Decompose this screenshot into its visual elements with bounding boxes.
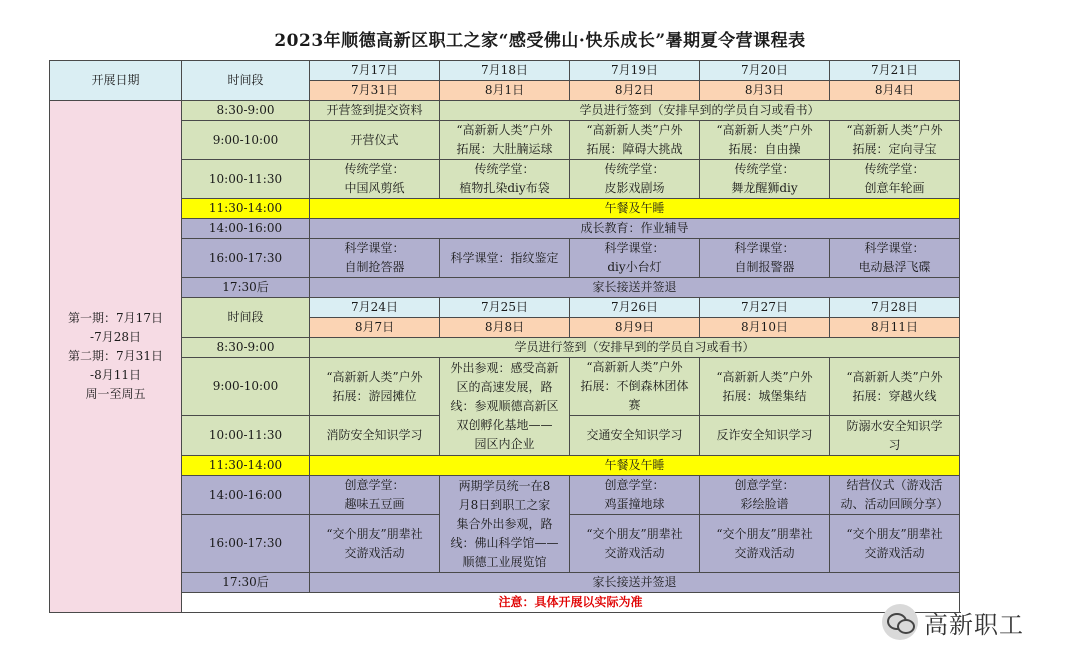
activity-line: 科学课堂： — [344, 241, 405, 255]
activity-line: 创意学堂： — [734, 478, 795, 492]
activity-cell — [310, 515, 440, 573]
lunch-cell: 午餐及午睡 — [310, 456, 960, 476]
activity-cell — [830, 515, 960, 573]
activity-cell — [570, 160, 700, 199]
date-cell: 8月3日 — [700, 81, 830, 101]
activity-cell: 成长教育：作业辅导 — [310, 219, 960, 239]
activity-line: 拓展：穿越火线 — [852, 388, 937, 403]
activity-line: 舞龙醒狮diy — [731, 181, 798, 195]
activity-cell — [570, 239, 700, 278]
activity-cell — [700, 160, 830, 199]
period-line: 周一至周五 — [85, 387, 146, 401]
date-cell: 7月19日 — [570, 61, 700, 81]
activity-cell: 学员进行签到（安排早到的学员自习或看书） — [310, 338, 960, 358]
activity-cell — [440, 160, 570, 199]
activity-line: 科学课堂： — [604, 241, 665, 255]
date-cell: 8月10日 — [700, 318, 830, 338]
activity-line: “高新新人类”户外 — [326, 369, 423, 384]
activity-cell: 反诈安全知识学习 — [700, 416, 830, 456]
activity-line: “高新新人类”户外 — [846, 369, 943, 384]
activity-line: 拓展：自由操 — [728, 142, 801, 156]
activity-cell: 学员进行签到（安排早到的学员自习或看书） — [440, 101, 960, 121]
date-column-header: 开展日期 — [50, 61, 182, 101]
time-slot: 10:00-11:30 — [182, 416, 310, 456]
activity-line: 拓展：不倒森林团体 — [580, 379, 689, 393]
time-slot: 17:30后 — [182, 278, 310, 298]
activity-line: 线：佛山科学馆—— — [450, 535, 559, 550]
date-cell: 8月7日 — [310, 318, 440, 338]
date-cell: 7月17日 — [310, 61, 440, 81]
activity-cell — [570, 476, 700, 515]
date-cell: 7月28日 — [830, 298, 960, 318]
activity-cell: 开营签到提交资料 — [310, 101, 440, 121]
date-cell: 7月25日 — [440, 298, 570, 318]
activity-line: 双创孵化基地—— — [456, 418, 553, 432]
date-cell: 8月2日 — [570, 81, 700, 101]
activity-cell — [570, 121, 700, 160]
activity-cell — [310, 121, 440, 160]
activity-line: 创意学堂： — [604, 478, 665, 492]
activity-cell — [700, 121, 830, 160]
activity-line: 鸡蛋撞地球 — [604, 497, 665, 511]
date-cell: 7月27日 — [700, 298, 830, 318]
activity-line: “高新新人类”户外 — [456, 123, 553, 137]
activity-line: 动、活动回顾分享） — [840, 497, 949, 511]
activity-cell: 消防安全知识学习 — [310, 416, 440, 456]
activity-line: 拓展：大肚腩运球 — [456, 142, 553, 156]
activity-cell — [310, 476, 440, 515]
activity-line: 顺德工业展览馆 — [462, 554, 547, 569]
activity-line: 防溺水安全知识学 — [846, 418, 943, 433]
date-cell: 8月4日 — [830, 81, 960, 101]
activity-cell — [310, 160, 440, 199]
activity-cell — [440, 121, 570, 160]
activity-cell — [310, 239, 440, 278]
activity-line: “高新新人类”户外 — [586, 360, 683, 374]
activity-line: 拓展：游园摊位 — [332, 388, 417, 403]
activity-line: 外出参观：感受高新 — [450, 361, 559, 375]
date-cell: 8月9日 — [570, 318, 700, 338]
activity-cell — [830, 476, 960, 515]
period-line: 第一期：7月17日 — [68, 311, 163, 325]
watermark — [882, 604, 1024, 640]
activity-cell — [830, 160, 960, 199]
activity-line: 拓展：障碍大挑战 — [586, 142, 683, 156]
date-cell: 7月20日 — [700, 61, 830, 81]
wechat-icon — [882, 604, 918, 640]
activity-line: 电动悬浮飞碟 — [858, 260, 931, 274]
activity-line: 区的高速发展，路 — [456, 380, 553, 394]
activity-cell: 交通安全知识学习 — [570, 416, 700, 456]
time-slot: 17:30后 — [182, 573, 310, 593]
period-line: -8月11日 — [90, 368, 141, 382]
activity-line: 月8日到职工之家 — [458, 497, 551, 512]
activity-line: 线：参观顺德高新区 — [450, 399, 559, 413]
activity-cell: 家长接送并签退 — [310, 573, 960, 593]
time-slot: 14:00-16:00 — [182, 219, 310, 239]
activity-cell — [440, 476, 570, 573]
activity-line: 科学课堂：指纹鉴定 — [450, 250, 559, 265]
time-slot: 8:30-9:00 — [182, 101, 310, 121]
activity-line: 交游戏活动 — [604, 545, 665, 560]
activity-line: 交游戏活动 — [344, 545, 405, 560]
date-cell: 7月24日 — [310, 298, 440, 318]
activity-line: 创意学堂： — [344, 478, 405, 492]
activity-line: 传统学堂： — [474, 162, 535, 176]
time-column-header: 时间段 — [182, 298, 310, 338]
activity-line: 交游戏活动 — [864, 545, 925, 560]
activity-cell — [310, 358, 440, 416]
activity-cell — [830, 416, 960, 456]
activity-cell — [570, 515, 700, 573]
activity-line: 趣味五豆画 — [344, 497, 405, 511]
page-title: 2023年顺德高新区职工之家“感受佛山·快乐成长”暑期夏令营课程表 — [274, 31, 806, 51]
lunch-cell: 午餐及午睡 — [310, 199, 960, 219]
watermark-text: 高新职工 — [924, 610, 1024, 639]
activity-cell — [700, 476, 830, 515]
activity-line: 植物扎染diy布袋 — [459, 181, 550, 195]
date-cell: 7月18日 — [440, 61, 570, 81]
time-slot: 16:00-17:30 — [182, 239, 310, 278]
time-slot: 11:30-14:00 — [182, 456, 310, 476]
activity-line: 拓展：定向寻宝 — [852, 142, 937, 156]
date-cell: 7月31日 — [310, 81, 440, 101]
date-cell: 8月11日 — [830, 318, 960, 338]
activity-line: “高新新人类”户外 — [586, 123, 683, 137]
activity-line: 结营仪式（游戏活 — [846, 478, 943, 492]
activity-line: diy小台灯 — [607, 260, 662, 274]
activity-line: 园区内企业 — [474, 437, 535, 451]
activity-line: 传统学堂： — [604, 162, 665, 176]
activity-line: 创意年轮画 — [864, 181, 925, 195]
activity-line: 开营仪式 — [350, 132, 399, 147]
activity-cell — [830, 358, 960, 416]
time-column-header: 时间段 — [182, 61, 310, 101]
activity-line: “高新新人类”户外 — [846, 123, 943, 137]
activity-line: 自制报警器 — [734, 260, 795, 274]
activity-line: 拓展：城堡集结 — [722, 388, 807, 403]
time-slot: 9:00-10:00 — [182, 121, 310, 160]
activity-line: 习 — [888, 437, 901, 452]
activity-cell — [830, 121, 960, 160]
activity-line: 自制抢答器 — [344, 260, 405, 274]
period-info — [50, 101, 182, 613]
activity-cell — [440, 358, 570, 456]
activity-line: 两期学员统一在8 — [458, 478, 551, 493]
activity-line: 科学课堂： — [734, 241, 795, 255]
activity-line: “高新新人类”户外 — [716, 369, 813, 384]
activity-cell — [700, 239, 830, 278]
period-line: -7月28日 — [90, 330, 141, 344]
activity-line: “交个朋友”朋辈社 — [846, 526, 943, 541]
activity-line: 集合外出参观，路 — [456, 516, 553, 531]
time-slot: 11:30-14:00 — [182, 199, 310, 219]
note-text: 注意：具体开展以实际为准 — [182, 593, 960, 613]
date-cell: 7月26日 — [570, 298, 700, 318]
activity-cell — [830, 239, 960, 278]
activity-line: 皮影戏剧场 — [604, 181, 665, 195]
activity-line: 传统学堂： — [864, 162, 925, 176]
activity-line: 赛 — [628, 398, 641, 412]
period-line: 第二期：7月31日 — [68, 349, 163, 363]
activity-line: “交个朋友”朋辈社 — [326, 526, 423, 541]
date-cell: 8月8日 — [440, 318, 570, 338]
time-slot: 8:30-9:00 — [182, 338, 310, 358]
activity-cell — [570, 358, 700, 416]
activity-line: 彩绘脸谱 — [740, 497, 789, 511]
time-slot: 14:00-16:00 — [182, 476, 310, 515]
activity-line: 传统学堂： — [734, 162, 795, 176]
date-cell: 8月1日 — [440, 81, 570, 101]
time-slot: 10:00-11:30 — [182, 160, 310, 199]
activity-cell — [700, 358, 830, 416]
schedule-table — [49, 60, 960, 613]
activity-cell — [440, 239, 570, 278]
activity-line: “高新新人类”户外 — [716, 123, 813, 137]
activity-cell: 家长接送并签退 — [310, 278, 960, 298]
activity-line: 交游戏活动 — [734, 545, 795, 560]
activity-line: 科学课堂： — [864, 241, 925, 255]
time-slot: 16:00-17:30 — [182, 515, 310, 573]
activity-line: 传统学堂： — [344, 162, 405, 176]
date-cell: 7月21日 — [830, 61, 960, 81]
time-slot: 9:00-10:00 — [182, 358, 310, 416]
activity-line: “交个朋友”朋辈社 — [586, 526, 683, 541]
activity-line: “交个朋友”朋辈社 — [716, 526, 813, 541]
activity-cell — [700, 515, 830, 573]
activity-line: 中国风剪纸 — [344, 181, 405, 195]
